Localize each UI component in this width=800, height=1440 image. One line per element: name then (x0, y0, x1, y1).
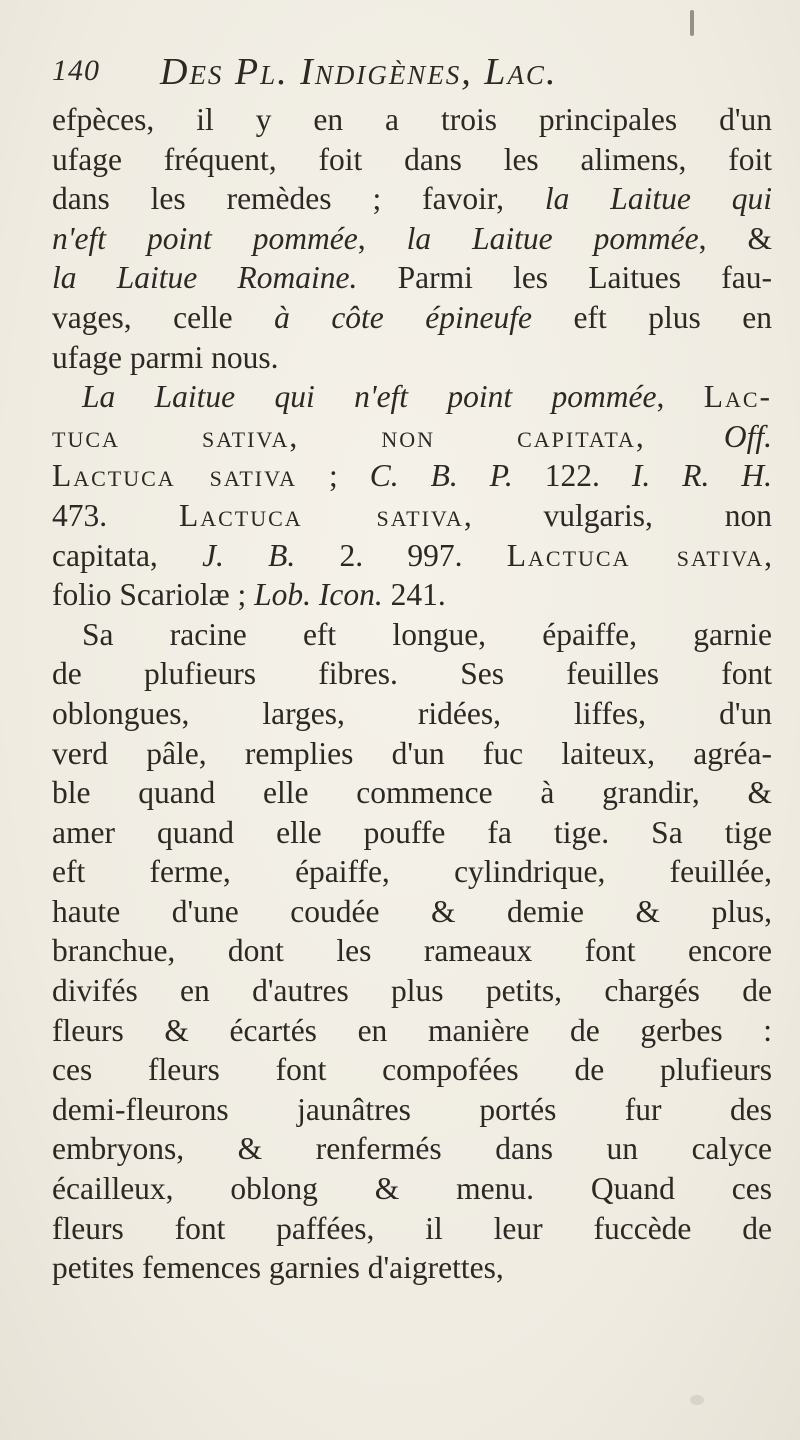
text-line: oblongues, larges, ridées, liffes, d'un (52, 695, 772, 731)
text-line: branchue, dont les rameaux font encore (52, 933, 772, 969)
text-line: haute d'une coudée & demie & plus, (52, 893, 772, 929)
text-line: petites femences garnies d'aigrettes, (52, 1250, 504, 1286)
text-line: tuca sativa, non capitata, Off. (52, 418, 772, 454)
running-header (52, 50, 772, 98)
text-line: ufage fréquent, foit dans les alimens, foit (52, 141, 772, 177)
text-line: la Laitue Romaine. Parmi les Laitues fau- (52, 260, 772, 296)
paper-speck (690, 1395, 704, 1405)
text-line: capitata, J. B. 2. 997. Lactuca sativa, (52, 537, 772, 573)
text-line: embryons, & renfermés dans un calyce (52, 1131, 772, 1167)
text-line: Sa racine eft longue, épaiffe, garnie (82, 616, 772, 652)
text-line: Lactuca sativa ; C. B. P. 122. I. R. H. (52, 458, 772, 494)
text-line: écailleux, oblong & menu. Quand ces (52, 1171, 772, 1207)
text-line: amer quand elle pouffe fa tige. Sa tige (52, 814, 772, 850)
text-line: vages, celle à côte épineufe eft plus en (52, 299, 772, 335)
text-line: folio Scariolæ ; Lob. Icon. 241. (52, 577, 446, 613)
text-line: n'eft point pommée, la Laitue pommée, & (52, 220, 772, 256)
text-line: demi-fleurons jaunâtres portés fur des (52, 1091, 772, 1127)
page-text (52, 100, 772, 1288)
ink-mark (690, 10, 694, 36)
text-line: verd pâle, remplies d'un fuc laiteux, agréa- (52, 735, 772, 771)
text-line: fleurs font paffées, il leur fuccède de (52, 1210, 772, 1246)
text-line: ble quand elle commence à grandir, & (52, 775, 772, 811)
text-line: de plufieurs fibres. Ses feuilles font (52, 656, 772, 692)
text-line: ufage parmi nous. (52, 339, 279, 375)
text-line: La Laitue qui n'eft point pommée, Lac- (82, 379, 772, 415)
text-line: 473. Lactuca sativa, vulgaris, non (52, 497, 772, 533)
text-line: divifés en d'autres plus petits, chargés de (52, 973, 772, 1009)
running-title: Des Pl. Indigènes, Lac. (160, 51, 558, 93)
text-line: dans les remèdes ; favoir, la Laitue qui (52, 181, 772, 217)
text-line: efpèces, il y en a trois principales d'un (52, 102, 772, 137)
text-line: ces fleurs font compofées de plufieurs (52, 1052, 772, 1088)
page-number: 140 (52, 54, 100, 87)
text-line: fleurs & écartés en manière de gerbes : (52, 1012, 772, 1048)
text-line: eft ferme, épaiffe, cylindrique, feuillée, (52, 854, 772, 890)
